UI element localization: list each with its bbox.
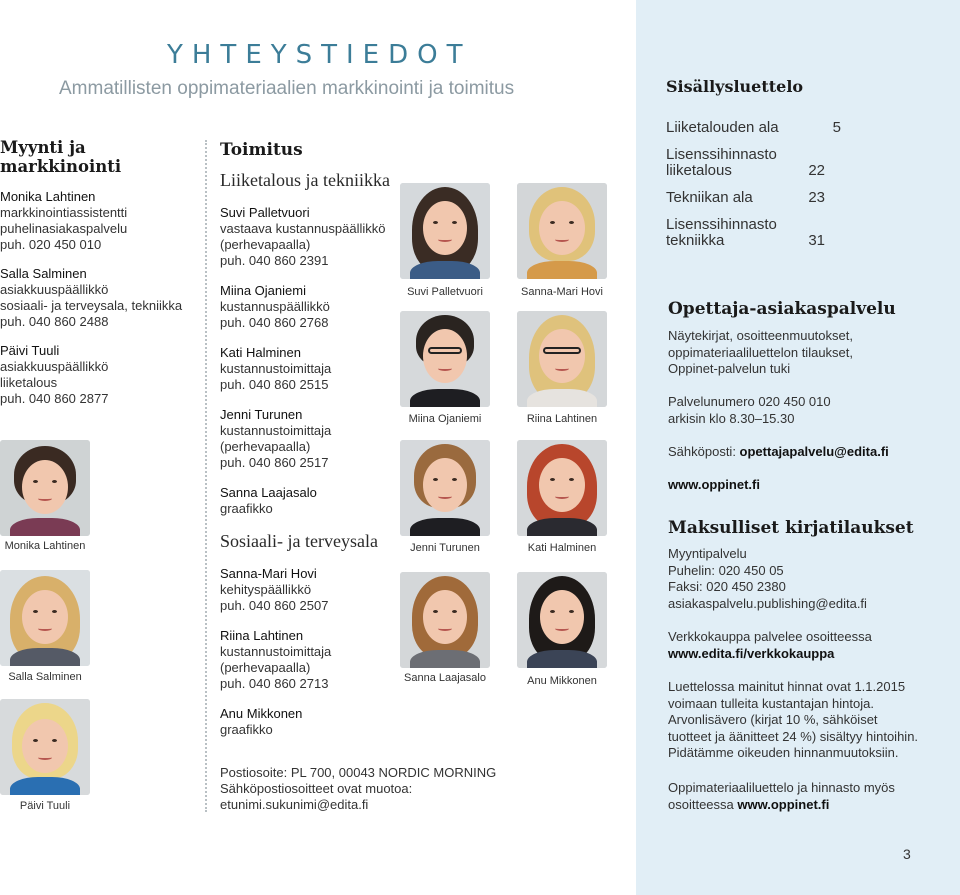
contact-riina: [220, 628, 400, 692]
toc-entry-label: Lisenssihinnasto tekniikka: [666, 216, 777, 249]
contact-title: kehityspäällikkö: [220, 582, 312, 597]
contact-monika: [0, 189, 200, 253]
toc-entry-page: 23: [808, 189, 825, 206]
page-title: YHTEYSTIEDOT: [167, 40, 472, 70]
portrait-miina-photo: [400, 311, 490, 407]
toc-title: Sisällysluettelo: [666, 77, 804, 96]
toc-entry[interactable]: [666, 147, 841, 179]
photo-caption: Monika Lahtinen: [4, 540, 86, 552]
text-line: Näytekirjat, osoitteenmuutokset,: [668, 328, 853, 343]
orders-shop: [668, 629, 933, 662]
toc-entry[interactable]: [666, 190, 841, 206]
contact-suvi: [220, 205, 400, 269]
toc-entry[interactable]: [666, 217, 841, 249]
text-line: Oppimateriaaliluettelo ja hinnasto myös: [668, 780, 895, 795]
text-line: Oppinet-palvelun tuki: [668, 361, 791, 376]
photo-caption: Päivi Tuuli: [19, 800, 71, 812]
section-heading-business-tech: Liiketalous ja tekniikka: [220, 170, 390, 190]
table-of-contents: [666, 120, 841, 260]
contact-title: asiakkuuspäällikkö: [0, 359, 109, 374]
portrait-riina-photo: [517, 311, 607, 407]
toc-entry-page: 31: [808, 232, 825, 249]
delivery-heading: Toimitus: [220, 140, 303, 160]
toc-entry-label: Lisenssihinnasto liiketalous: [666, 146, 777, 179]
orders-prices: [668, 679, 933, 762]
photo-caption: Miina Ojaniemi: [408, 413, 482, 425]
contact-sanna: [220, 485, 400, 517]
photo-caption: Salla Salminen: [8, 671, 82, 683]
text-line: tuotteet ja äänitteet 24 %) sisältyy hintoihin.: [668, 728, 919, 744]
portrait-monika-photo: [0, 440, 90, 536]
contact-paivi: [0, 343, 200, 407]
page-subtitle: Ammatillisten oppimateriaalien markkinointi ja toimitus: [59, 78, 515, 99]
delivery-section: [220, 140, 400, 752]
contact-title: kustannustoimittaja: [220, 361, 332, 376]
contact-name: Sanna-Mari Hovi: [220, 566, 317, 581]
toc-entry-page: 22: [808, 162, 825, 179]
contact-phone: puh. 040 860 2488: [0, 314, 109, 329]
contact-title: kustannustoimittaja: [220, 423, 332, 438]
postal-address: Postiosoite: PL 700, 00043 NORDIC MORNING: [220, 765, 497, 780]
contact-name: Monika Lahtinen: [0, 189, 96, 204]
contact-name: Anu Mikkonen: [220, 706, 303, 721]
contact-name: Jenni Turunen: [220, 407, 303, 422]
photo-caption: Jenni Turunen: [410, 542, 480, 554]
contact-phone: puh. 040 860 2517: [220, 455, 329, 470]
teacher-service-web: [668, 477, 933, 494]
service-hours: arkisin klo 8.30–15.30: [668, 410, 795, 426]
contact-phone: puh. 040 860 2713: [220, 676, 329, 691]
contact-phone: puh. 040 860 2515: [220, 377, 329, 392]
service-number: Palvelunumero 020 450 010: [668, 394, 831, 409]
contact-kati: [220, 345, 400, 393]
portrait-suvi-photo: [400, 183, 490, 279]
text-line: voimaan tulleita kustantajan hintoja.: [668, 695, 874, 711]
photo-caption: Sanna-Mari Hovi: [521, 286, 603, 298]
contact-name: Sanna Laajasalo: [220, 485, 317, 500]
contact-name: Salla Salminen: [0, 266, 87, 281]
email-format-label: Sähköpostiosoitteet ovat muotoa:: [220, 781, 413, 796]
contact-area: liiketalous: [0, 375, 58, 390]
orders-heading: Maksulliset kirjatilaukset: [668, 518, 914, 538]
toc-entry[interactable]: [666, 120, 841, 136]
fax-number: Faksi: 020 450 2380: [668, 579, 786, 594]
portrait-sannamari-photo: [517, 183, 607, 279]
orders-catalog: [668, 780, 933, 813]
contact-phone: puh. 040 860 2768: [220, 315, 329, 330]
text-line: Arvonlisävero (kirjat 10 %, sähköiset: [668, 712, 878, 727]
contact-phone: puh. 040 860 2877: [0, 391, 109, 406]
page-number: 3: [903, 846, 911, 862]
contact-status: (perhevapaalla): [220, 439, 311, 454]
contact-jenni: [220, 407, 400, 471]
text-line: Verkkokauppa palvelee osoitteessa: [668, 629, 872, 644]
teacher-service-email: [668, 444, 933, 461]
contact-status: (perhevapaalla): [220, 237, 311, 252]
teacher-service-description: [668, 328, 933, 378]
toc-entry-label: Tekniikan ala: [666, 189, 753, 206]
contact-title: asiakkuuspäällikkö: [0, 282, 109, 297]
contact-miina: [220, 283, 400, 331]
portrait-salla-photo: [0, 570, 90, 666]
contact-status: (perhevapaalla): [220, 660, 311, 675]
toc-entry-page: 5: [832, 119, 841, 136]
contact-phone: puh. 020 450 010: [0, 237, 102, 252]
email-label: Sähköposti:: [668, 444, 740, 459]
photo-caption: Riina Lahtinen: [526, 413, 598, 425]
contact-title: kustannuspäällikkö: [220, 299, 330, 314]
contact-title: kustannustoimittaja: [220, 644, 332, 659]
contact-name: Suvi Palletvuori: [220, 205, 310, 220]
contact-sannamari: [220, 566, 400, 614]
oppinet-link[interactable]: www.oppinet.fi: [668, 477, 760, 492]
toc-entry-label: Liiketalouden ala: [666, 119, 779, 136]
teacher-service-heading: Opettaja-asiakaspalvelu: [668, 299, 896, 319]
portrait-paivi-photo: [0, 699, 90, 795]
contact-phone: puh. 040 860 2391: [220, 253, 329, 268]
dotted-divider: [205, 140, 207, 812]
contact-salla: [0, 266, 200, 330]
text-line: osoitteessa: [668, 796, 738, 812]
photo-caption: Sanna Laajasalo: [404, 672, 486, 684]
portrait-anu-photo: [517, 572, 607, 668]
contact-title: puhelinasiakaspalvelu: [0, 221, 128, 236]
contact-name: Riina Lahtinen: [220, 628, 304, 643]
sales-heading: Myynti ja markkinointi: [0, 138, 122, 176]
teacher-service-phone: [668, 394, 933, 427]
contact-name: Kati Halminen: [220, 345, 301, 360]
contact-title: graafikko: [220, 722, 273, 737]
portrait-jenni-photo: [400, 440, 490, 536]
contact-title: vastaava kustannuspäällikkö: [220, 221, 386, 236]
postal-info: [220, 765, 520, 813]
text-line: Luettelossa mainitut hinnat ovat 1.1.2015: [668, 679, 906, 694]
phone-number: Puhelin: 020 450 05: [668, 562, 784, 578]
text-line: Pidätämme oikeuden hinnanmuutoksiin.: [668, 745, 899, 760]
contact-name: Päivi Tuuli: [0, 343, 60, 358]
section-heading-social-health: Sosiaali- ja terveysala: [220, 531, 378, 551]
contact-title: markkinointiassistentti: [0, 205, 128, 220]
email-format: etunimi.sukunimi@edita.fi: [220, 797, 369, 812]
photo-caption: Suvi Palletvuori: [407, 286, 483, 298]
text-line: Myyntipalvelu: [668, 546, 747, 561]
portrait-kati-photo: [517, 440, 607, 536]
email-link[interactable]: opettajapalvelu@edita.fi: [739, 444, 889, 459]
text-line: oppimateriaaliluettelon tilaukset,: [668, 344, 853, 360]
portrait-sanna-photo: [400, 572, 490, 668]
contact-title: graafikko: [220, 501, 273, 516]
oppinet-link[interactable]: www.oppinet.fi: [737, 796, 830, 812]
contact-phone: puh. 040 860 2507: [220, 598, 329, 613]
photo-caption: Anu Mikkonen: [527, 675, 597, 687]
sales-section: [0, 138, 200, 420]
webshop-link[interactable]: www.edita.fi/verkkokauppa: [668, 645, 835, 661]
contact-name: Miina Ojaniemi: [220, 283, 306, 298]
email-link[interactable]: asiakaspalvelu.publishing@edita.fi: [668, 595, 867, 611]
orders-contact: [668, 546, 933, 612]
contact-area: sosiaali- ja terveysala, tekniikka: [0, 298, 183, 313]
photo-caption: Kati Halminen: [527, 542, 597, 554]
contact-anu: [220, 706, 400, 738]
